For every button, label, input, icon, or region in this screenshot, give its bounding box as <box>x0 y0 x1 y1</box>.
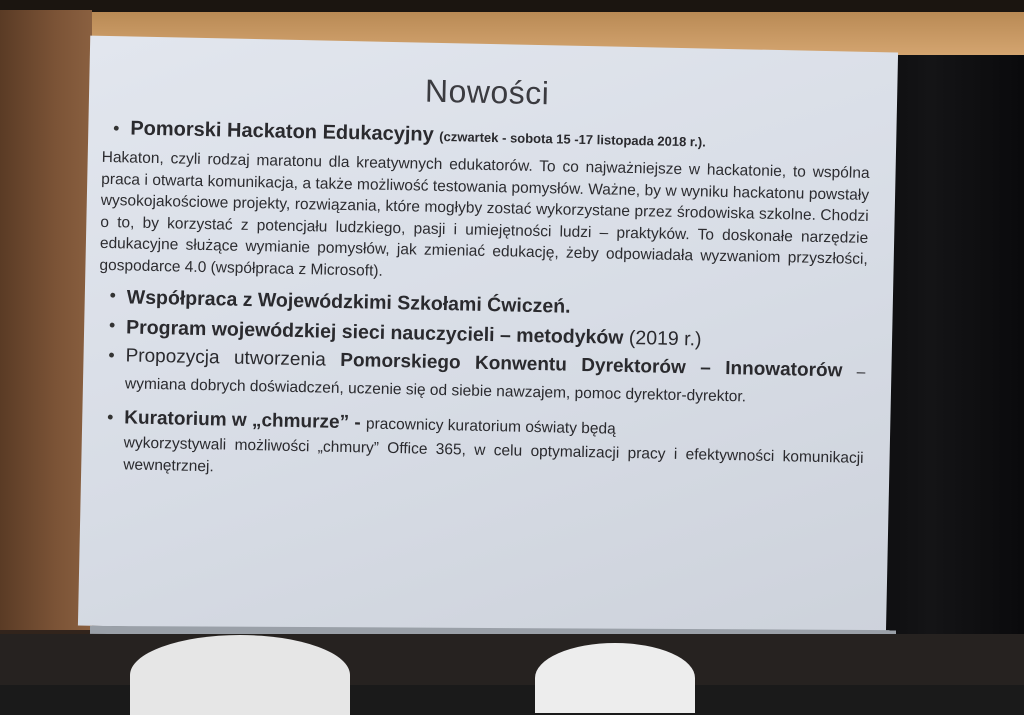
bullet-dot: • <box>112 118 120 139</box>
konwent-lead: Propozycja utworzenia <box>125 345 327 371</box>
bullet-dot: • <box>108 315 116 336</box>
bullet-dot: • <box>106 407 114 428</box>
audience-umbrella-right <box>535 643 695 713</box>
hackaton-paragraph: Hakaton, czyli rodzaj maratonu dla kreatywnych edukatorów. To co najważniejsze w hackatonie, to wspólna praca i otwarta komunikacja, a także możliwość testowania pomysłów. Ważne, by w wyniku hackatonu powstały wysokojakościowe projekty, rozwiązania, które mogłyby zostać wykorzystane przez środowiska szkolne. Chodzi o to, by korzystać z potencjału ludzkiego, pasji i umiejętności ludzi – praktyków. To doskonałe narzędzie edukacyjne służące wymianie pomysłów, jak zmieniać edukację, żeby odpowiadała wyzwaniom przyszłości, gospodarce 4.0 (współpraca z Microsoft). <box>99 148 870 280</box>
bullet-dot: • <box>108 345 115 366</box>
ceiling <box>0 0 1024 12</box>
audience-umbrella-left <box>130 635 350 715</box>
chmura-bold: Kuratorium w „chmurze” - <box>124 407 361 434</box>
bullet-chmura <box>95 404 864 492</box>
wsc-text: Współpraca z Wojewódzkimi Szkołami Ćwiczeń. <box>126 286 571 318</box>
hackaton-heading: Pomorski Hackaton Edukacyjny <box>130 117 434 146</box>
projection-screen <box>78 36 898 643</box>
hackaton-date: (czwartek - sobota 15 -17 listopada 2018 r.). <box>439 128 706 150</box>
konwent-rest: – wymiana dobrych doświadczeń, uczenie się od siebie nawzajem, pomoc dyrektor-dyrektor. <box>124 363 866 406</box>
program-bold: Program wojewódzkiej sieci nauczycieli – metodyków <box>125 316 624 349</box>
left-wall <box>0 10 92 630</box>
program-year: (2019 r.) <box>628 326 702 351</box>
chmura-rest: wykorzystywali możliwości „chmury” Office 365, w celu optymalizacji pracy i efektywności komunikacji wewnętrznej. <box>123 434 864 476</box>
konwent-bold: Pomorskiego Konwentu Dyrektorów – Innowatorów <box>340 349 843 382</box>
slide-title: Nowości <box>424 72 550 112</box>
bullet-dot: • <box>109 285 117 306</box>
chmura-rest-first: pracownicy kuratorium oświaty będą <box>365 415 616 438</box>
slide <box>78 36 898 643</box>
